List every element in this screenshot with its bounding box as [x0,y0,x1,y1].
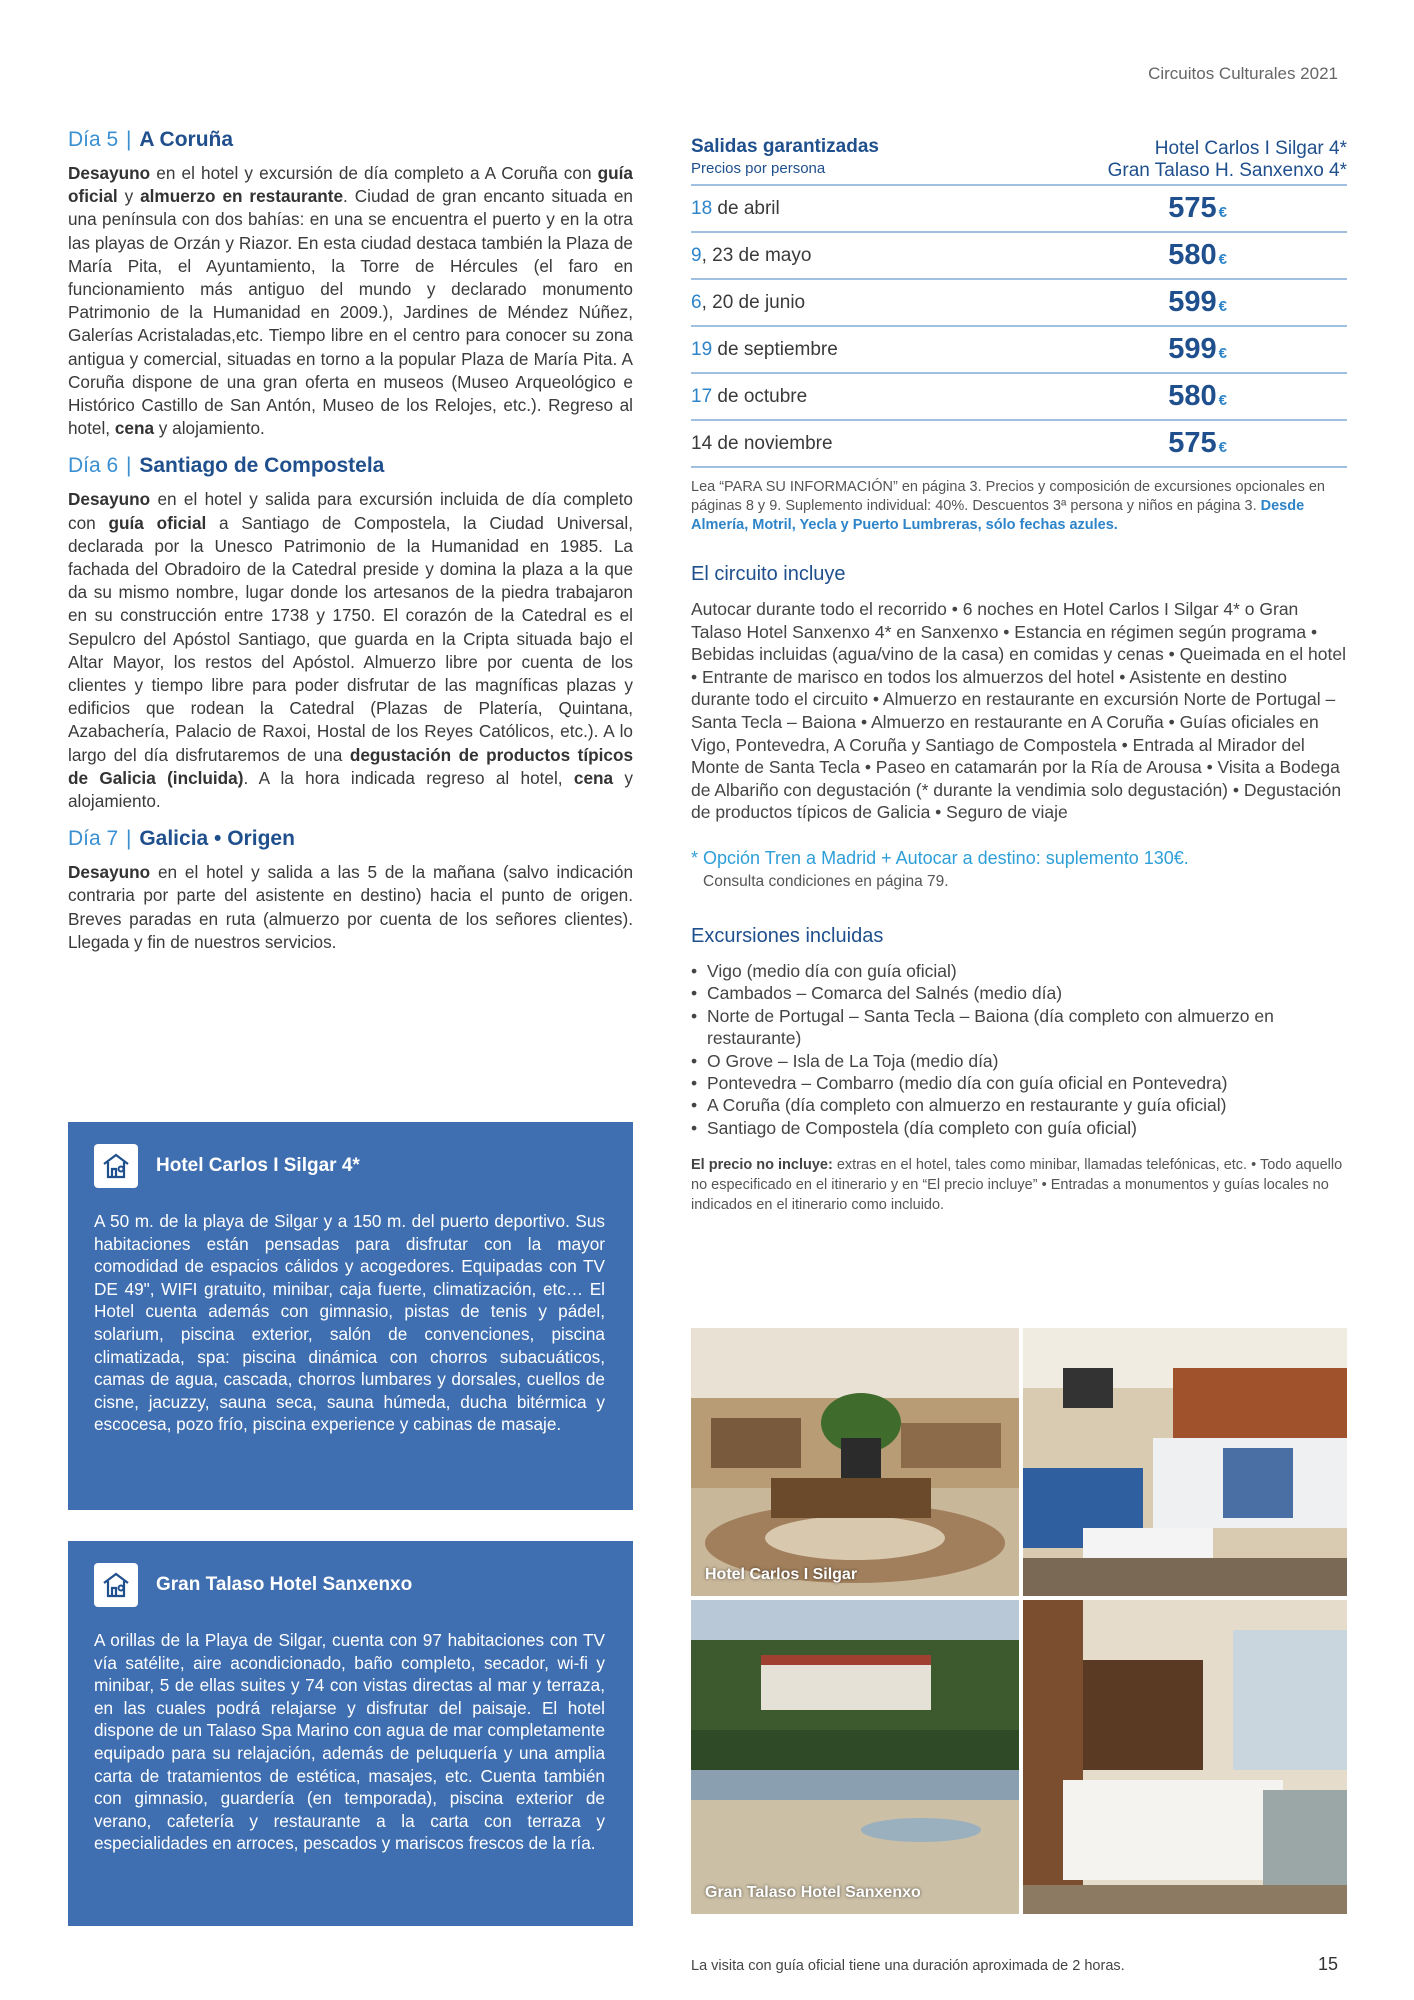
price-table-title: Salidas garantizadas [691,136,879,157]
list-item: • A Coruña (día completo con almuerzo en restaurante y guía oficial) [691,1094,1347,1116]
price-value: 599 € [1168,333,1227,365]
departure-date: 14 de noviembre [691,432,833,454]
page-number: 15 [1317,1954,1338,1974]
departure-date: 19 de septiembre [691,338,838,360]
not-included-note: El precio no incluye: extras en el hotel, tales como minibar, llamadas telefónicas, etc. • Todo aquello no especificado en el itinerario y en “El precio incluye” • Entradas a monumentos y guías locales no indicados en el itinerario como incluido. [691,1157,1343,1214]
hotel-description: A orillas de la Playa de Silgar, cuenta con 97 habitaciones con TV vía satélite, aire acondicionado, baño completo, secador, wi-fi y minibar, 5 de ellas suites y 74 con vistas directas al mar y terraza, en las cuales podrá relajarse y disfrutar del paisaje. El hotel dispone de un Talaso Spa Marino con agua de mar completamente equipado para su relajación, además de peluquería y una amplia carta de tratamientos de estética, masajes, etc. Cuenta también con gimnasio, guardería (en temporada), piscina exterior de verano, cafetería y restaurante a la carta con terraza y especialidades en arroces, pescados y mariscos frescos de la ría. [94,1630,605,1854]
hotel-box-talaso [68,1541,633,1926]
hotel-building-icon [94,1144,138,1188]
day-title: Día 7 | Galicia • Origen [68,827,295,851]
hotel-description: A 50 m. de la playa de Silgar y a 150 m. del puerto deportivo. Sus habitaciones están pensadas para disfrutar con la mayor comodidad de espacios cálidos y acogedores. Equipadas con TV DE 49", WIFI gratuito, minibar, caja fuerte, climatización, etc… El Hotel cuenta además con gimnasio, pistas de tenis y pádel, solarium, piscina exterior, salón de convenciones, piscina climatizada, spa: piscina dinámica con chorros subacuáticos, camas de agua, cascada, chorros lumbares y dorsales, cuellos de cisne, jacuzzy, sauna seca, sauna húmeda, ducha bitérmica y escocesa, pozo frío, piscina experience y cabinas de masaje. [94,1211,605,1435]
hotel-photo-grid [691,1328,1347,1914]
hotel-box-carlos [68,1122,633,1510]
section-header: Circuitos Culturales 2021 [1148,64,1338,83]
price-table-subtitle: Precios por persona [691,160,826,177]
day-description: Desayuno en el hotel y salida a las 5 de la mañana (salvo indicación contraria por parte del asistente en destino) hacia el punto de origen. Breves paradas en ruta (almuerzo por cuenta de los señores clientes). Llegada y fin de nuestros servicios. [68,862,633,952]
includes-text: Autocar durante todo el recorrido • 6 noches en Hotel Carlos I Silgar 4* o Gran Talaso Hotel Sanxenxo 4* en Sanxenxo • Estancia en régimen según programa • Bebidas incluidas (agua/vino de la casa) en comidas y cenas • Queimada en el hotel • Entrante de marisco en todos los almuerzos del hotel • Asistente en destino durante todo el circuito • Almuerzo en restaurante en excursión Norte de Portugal – Santa Tecla – Baiona • Almuerzo en restaurante en A Coruña • Guías oficiales en Vigo, Pontevedra, A Coruña y Santiago de Compostela • Entrada al Mirador del Monte de Santa Tecla • Paseo en catamarán por la Ría de Arousa • Visita a Bodega de Albariño con degustación (* durante la vendimia solo degustación) • Degustación de productos típicos de Galicia • Seguro de viaje [691,599,1346,823]
price-value: 580 € [1168,239,1227,271]
price-row [691,421,1347,468]
train-option-note: * Opción Tren a Madrid + Autocar a destino: suplemento 130€. [691,847,1189,868]
price-row [691,233,1347,280]
room-photo-2 [1023,1600,1347,1914]
departure-date: 17 de octubre [691,385,808,407]
price-table-header [691,136,1347,186]
conditions-note: Consulta condiciones en página 79. [703,872,949,890]
list-item: • O Grove – Isla de La Toja (medio día) [691,1050,1347,1072]
excursions-list [691,960,1347,1139]
list-item: • Santiago de Compostela (día completo con guía oficial) [691,1117,1347,1139]
day-description: Desayuno en el hotel y salida para excursión incluida de día completo con guía oficial a Santiago de Compostela, la Ciudad Universal, declarada por la Unesco Patrimonio de la Humanidad en 1985. La fachada del Obradoiro de la Catedral preside y domina la plaza a la que da su mismo nombre, lugar donde los artesanos de la piedra trabajaron en su construcción entre 1738 y 1750. El corazón de la Catedral es el Sepulcro del Apóstol Santiago, que guarda en la Cripta situada bajo el Altar Mayor, los restos del Apóstol. Almuerzo libre por cuenta de los clientes y tiempo libre para poder disfrutar de las magníficas plazas y edificios que rodean la Catedral (Plazas de Platería, Quintana, Azabachería, Palacio de Raxoi, Hostal de los Reyes Católicos, etc.). A lo largo del día disfrutaremos de una degustación de productos típicos de Galicia (incluida). A la hora indicada regreso al hotel, cena y alojamiento. [68,489,634,812]
price-value: 575 € [1168,427,1227,459]
price-row [691,186,1347,233]
hotel-title: Hotel Carlos I Silgar 4* [156,1155,360,1176]
lobby-photo [691,1328,1019,1596]
includes-title: El circuito incluye [691,563,846,585]
info-column [691,136,1347,1215]
photo-caption: Gran Talaso Hotel Sanxenxo [705,1884,921,1901]
list-item: • Cambados – Comarca del Salnés (medio día) [691,982,1347,1004]
day-description: Desayuno en el hotel y excursión de día completo a A Coruña con guía oficial y almuerzo en restaurante. Ciudad de gran encanto situada en una península con dos bahías: en una se encuentra el puerto y en la otra las playas de Orzán y Riazor. En esta ciudad destaca también la Plaza de María Pita, el Ayuntamiento, la Torre de Hércules (el faro en funcionamiento más antiguo del mundo y declarado monumento Patrimonio de la Humanidad en 2009.), Jardines de Méndez Núñez, Galerías Acristaladas,etc. Tiempo libre en el centro para conocer su zona antigua y comercial, situadas en torno a la popular Plaza de María Pita. A Coruña dispone de una gran oferta en museos (Museo Arqueológico e Histórico Castillo de San Antón, Museo de los Relojes, etc.). Regreso al hotel, cena y alojamiento. [68,163,633,439]
itinerary-column [68,128,633,968]
hotel-title: Gran Talaso Hotel Sanxenxo [156,1574,413,1595]
hotel-column-line1: Hotel Carlos I Silgar 4* [1154,138,1347,159]
exterior-photo [691,1600,1019,1914]
price-row [691,374,1347,421]
departure-date: 9, 23 de mayo [691,244,812,266]
excursions-title: Excursiones incluidas [691,924,884,947]
list-item: • Vigo (medio día con guía oficial) [691,960,1347,982]
footer-note: La visita con guía oficial tiene una duración aproximada de 2 horas. [691,1958,1125,1974]
price-table-body [691,186,1347,468]
list-item: • Norte de Portugal – Santa Tecla – Baiona (día completo con almuerzo en restaurante) [691,1005,1347,1050]
price-row [691,327,1347,374]
room-photo-1 [1023,1328,1347,1596]
price-note: Lea “PARA SU INFORMACIÓN” en página 3. Precios y composición de excursiones opcionales en páginas 8 y 9. Suplemento individual: 40%. Descuentos 3ª persona y niños en página 3. Desde Almería, Motril, Yecla y Puerto Lumbreras, sólo fechas azules. [691,479,1325,533]
price-value: 575 € [1168,192,1227,224]
price-value: 599 € [1168,286,1227,318]
day-title: Día 6 | Santiago de Compostela [68,454,385,478]
hotel-column-line2: Gran Talaso H. Sanxenxo 4* [1107,160,1347,181]
photo-caption: Hotel Carlos I Silgar [705,1566,858,1583]
departure-date: 6, 20 de junio [691,291,806,313]
price-row [691,280,1347,327]
price-value: 580 € [1168,380,1227,412]
list-item: • Pontevedra – Combarro (medio día con guía oficial en Pontevedra) [691,1072,1347,1094]
departure-date: 18 de abril [691,197,780,219]
day-title: Día 5 | A Coruña [68,128,234,151]
hotel-building-icon [94,1563,138,1607]
